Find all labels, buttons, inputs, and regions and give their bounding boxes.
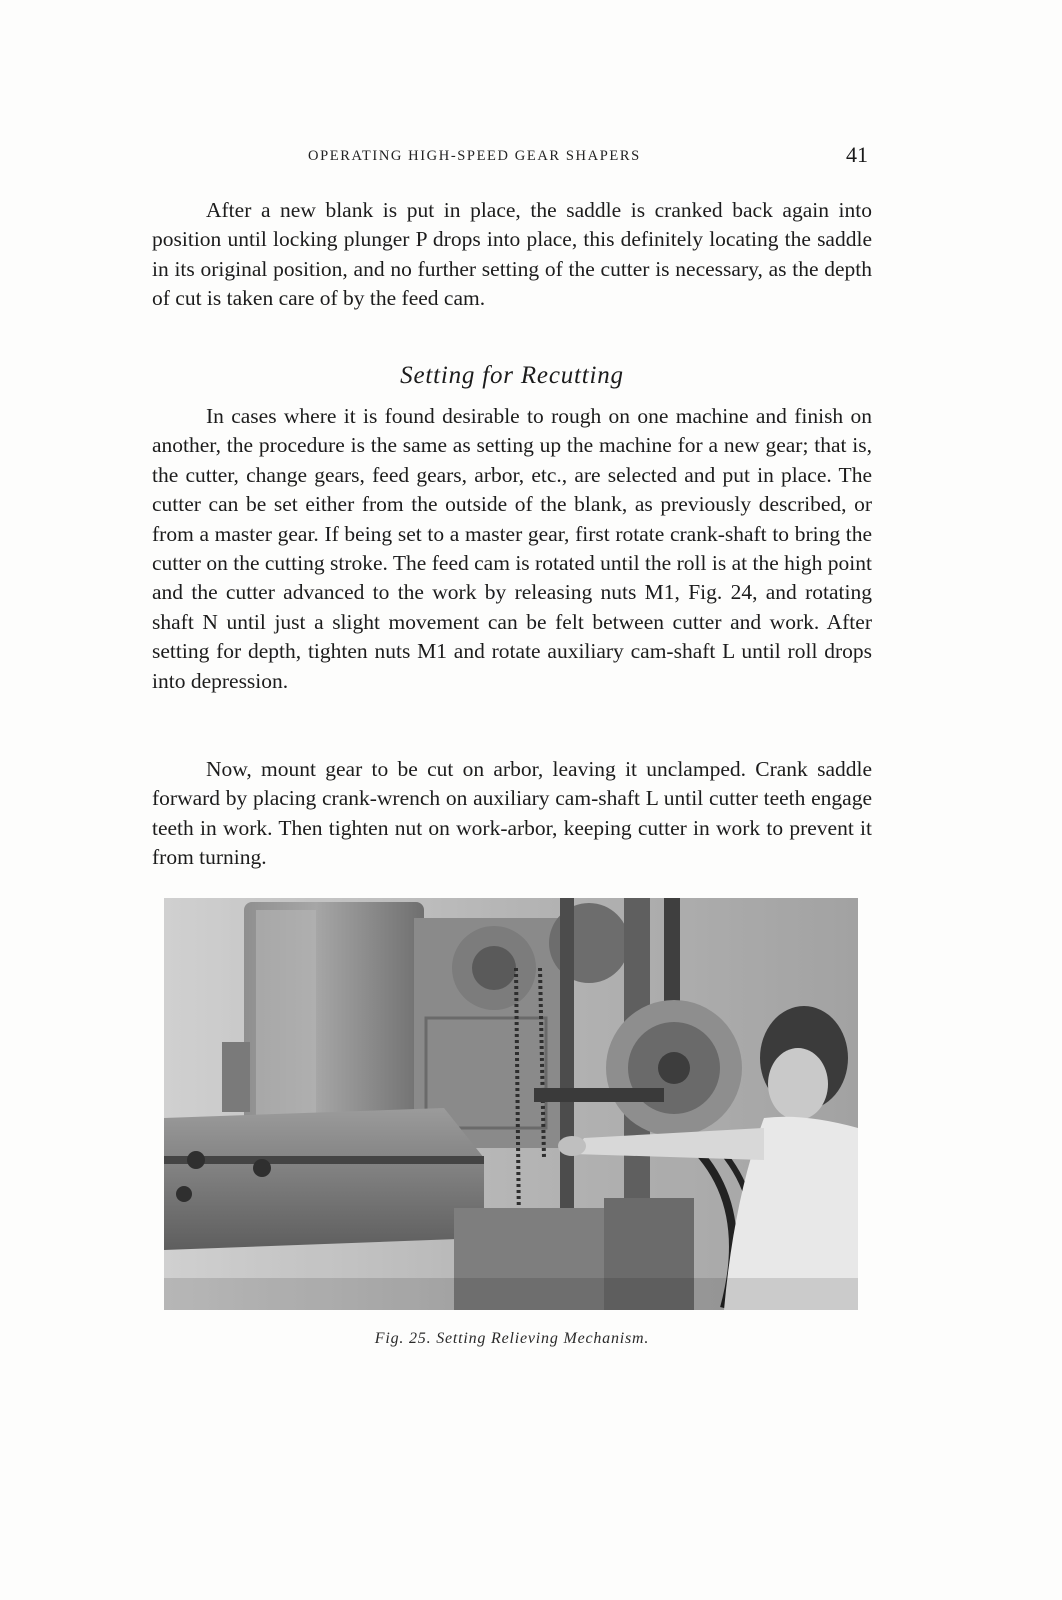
paragraph-2: In cases where it is found desirable to rough on one machine and finish on another, the procedure is the same as setting up the machine for a new gear; that is, the cutter, change gears, feed gears, arbor, etc., are selected and put in place. The cutter can be set either from the outside of the blank, as previously described, or from a master gear. If being set to a master gear, first rotate crank-shaft to bring the cutter on the cutting stroke. The feed cam is rotated until the roll is at the high point and the cutter advanced to the work by releasing nuts M1, Fig. 24, and rotating shaft N until just a slight movement can be felt between cutter and work. After setting for depth, tighten nuts M1 and rotate auxiliary cam-shaft L until roll drops into depression. [152, 404, 872, 693]
paragraph-2-block [152, 402, 872, 696]
running-title: OPERATING HIGH-SPEED GEAR SHAPERS [308, 148, 641, 164]
paragraph-3-block [152, 755, 872, 873]
paragraph-3: Now, mount gear to be cut on arbor, leaving it unclamped. Crank saddle forward by placing crank-wrench on auxiliary cam-shaft L until cutter teeth engage teeth in work. Then tighten nut on work-arbor, keeping cutter in work to prevent it from turning. [152, 757, 872, 870]
paragraph-1: After a new blank is put in place, the saddle is cranked back again into position until locking plunger P drops into place, this definitely locating the saddle in its original position, and no further setting of the cutter is necessary, as the depth of cut is taken care of by the feed cam. [152, 198, 872, 311]
running-head [152, 140, 872, 170]
figure-caption: Fig. 25. Setting Relieving Mechanism. [374, 1330, 650, 1347]
machine-photo-illustration [164, 898, 858, 1310]
section-heading: Setting for Recutting [400, 362, 624, 389]
figure-photo [164, 898, 858, 1310]
page-number: 41 [846, 142, 868, 167]
paragraph-1-block [152, 196, 872, 314]
